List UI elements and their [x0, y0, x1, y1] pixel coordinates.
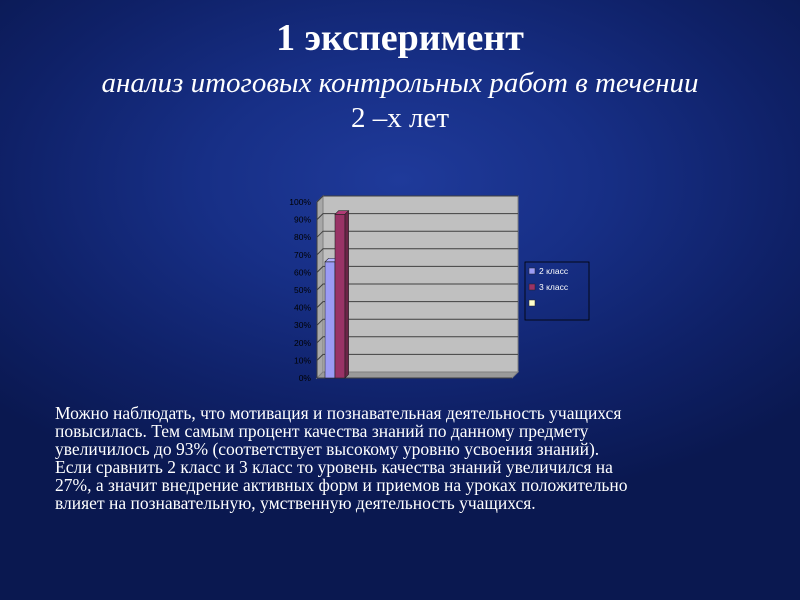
y-tick-label: 30%	[293, 320, 311, 331]
y-tick-label: 10%	[293, 355, 311, 366]
subtitle-line-1: анализ итоговых контрольных работ в течении	[101, 67, 699, 99]
y-tick-label: 80%	[293, 232, 311, 243]
slide-subtitle	[50, 66, 750, 136]
legend-label: 3 класс	[539, 282, 569, 292]
paragraph-line: Можно наблюдать, что мотивация и познавательная деятельность учащихся	[55, 403, 622, 423]
conclusion-paragraph	[55, 404, 775, 512]
bar-chart	[280, 190, 600, 390]
bar	[325, 262, 335, 378]
y-tick-label: 100%	[289, 197, 311, 207]
y-tick-label: 90%	[293, 214, 311, 225]
y-tick-label: 0%	[298, 373, 311, 383]
legend-swatch	[529, 268, 535, 274]
legend-label: 2 класс	[539, 266, 569, 276]
paragraph-line: увеличилось до 93% (соответствует высокому уровню усвоения знаний).	[55, 439, 600, 459]
slide-title: 1 эксперимент	[276, 17, 524, 59]
y-tick-label: 40%	[293, 302, 311, 313]
paragraph-line: 27%, а значит внедрение активных форм и приемов на уроках положительно	[55, 475, 628, 495]
bar-side	[345, 211, 349, 378]
y-tick-label: 60%	[293, 267, 311, 278]
legend-swatch	[529, 284, 535, 290]
paragraph-line: повысилась. Тем самым процент качества знаний по данному предмету	[55, 421, 589, 441]
subtitle-line-2: 2 –х лет	[350, 102, 450, 134]
legend-swatch	[529, 300, 535, 306]
paragraph-line: влияет на познавательную, умственную деятельность учащихся.	[55, 493, 536, 513]
y-tick-label: 70%	[293, 249, 311, 260]
paragraph-line: Если сравнить 2 класс и 3 класс то уровень качества знаний увеличился на	[55, 457, 613, 477]
bar	[335, 214, 345, 378]
y-tick-label: 50%	[293, 285, 311, 295]
y-tick-label: 20%	[293, 337, 311, 348]
